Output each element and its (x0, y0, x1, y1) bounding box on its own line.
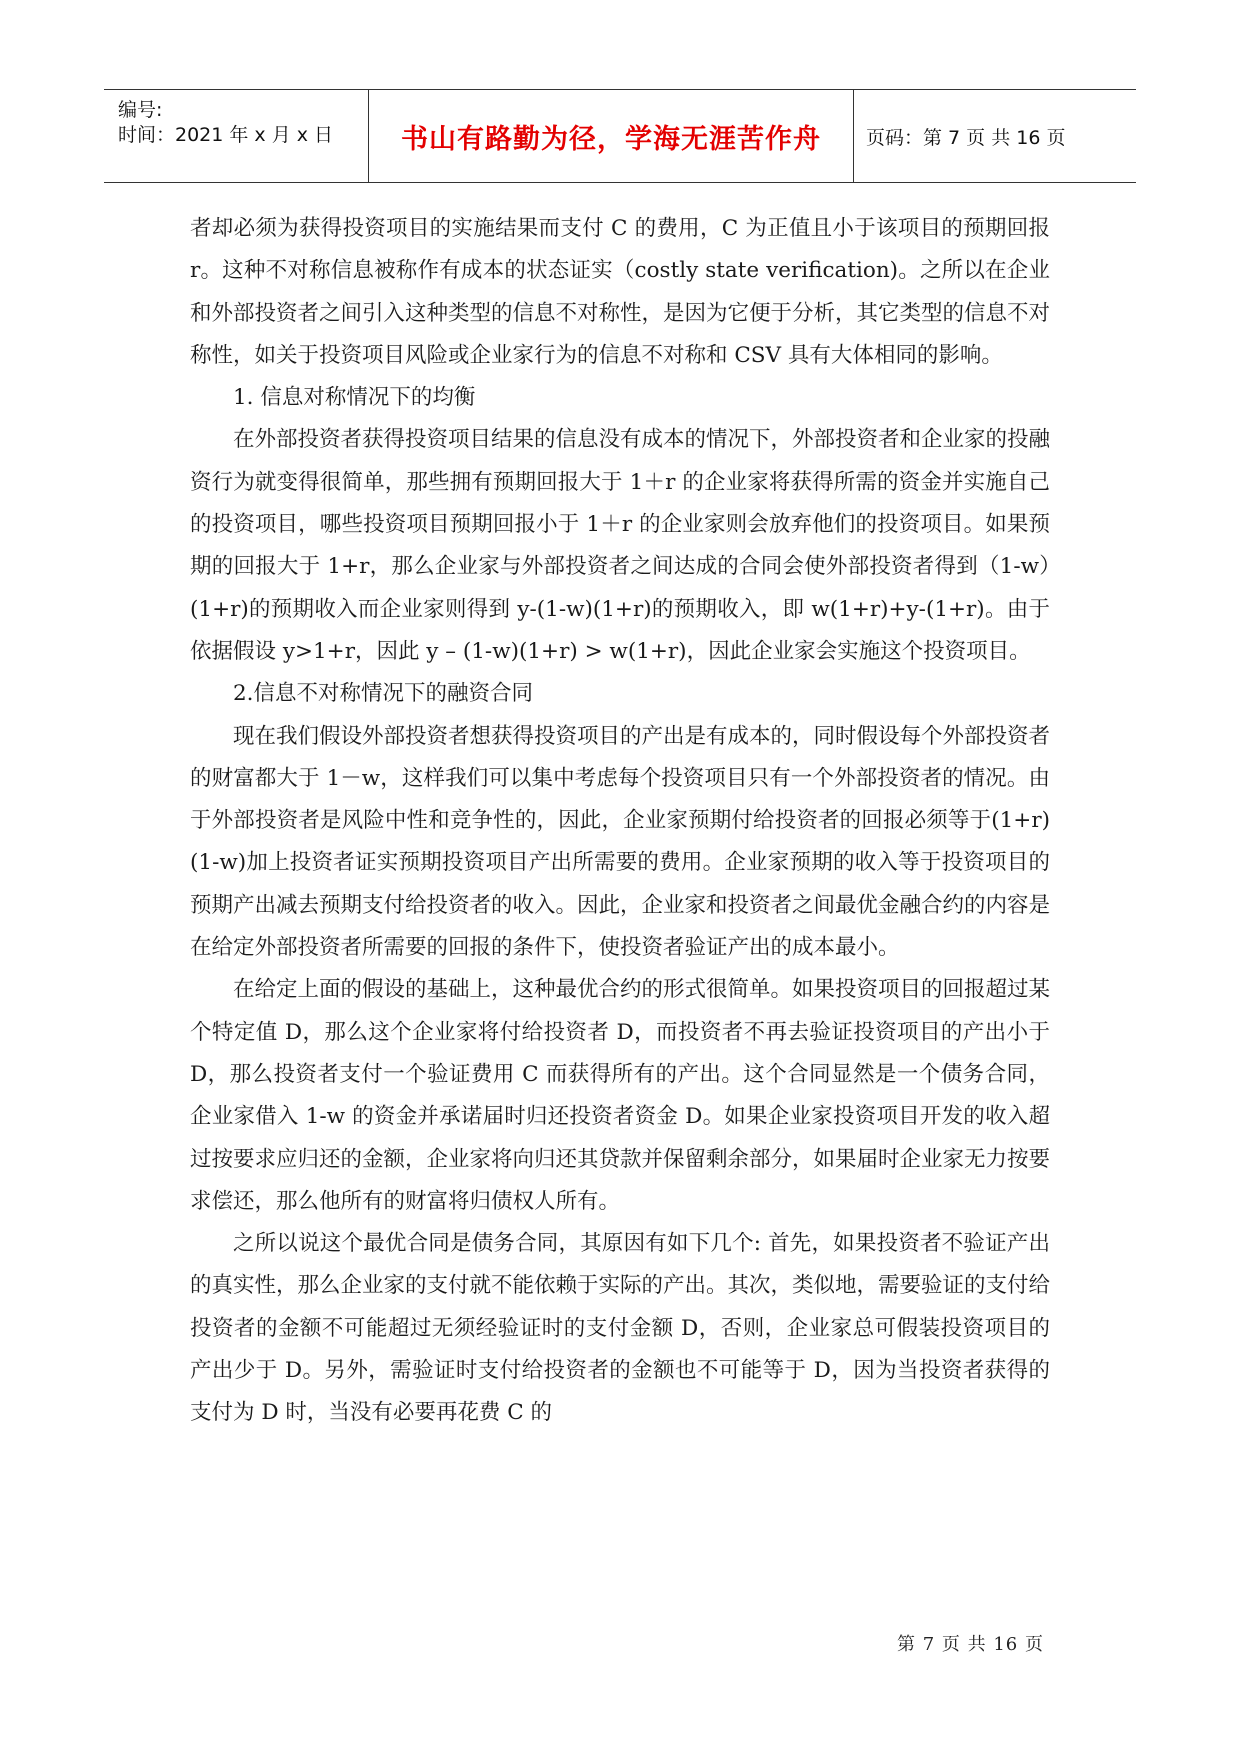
body-paragraph: 现在我们假设外部投资者想获得投资项目的产出是有成本的，同时假设每个外部投资者的财富都大于 1－w，这样我们可以集中考虑每个投资项目只有一个外部投资者的情况。由于外部投资者是风险中性和竞争性的，因此，企业家预期付给投资者的回报必须等于(1+r)(1-w)加上投资者证实预期投资项目产出所需要的费用。企业家预期的收入等于投资项目的预期产出减去预期支付给投资者的收入。因此，企业家和投资者之间最优金融合约的内容是在给定外部投资者所需要的回报的条件下，使投资者验证产出的成本最小。 (190, 723, 1051, 961)
section-heading: 2.信息不对称情况下的融资合同 (233, 681, 534, 707)
header-meta-cell (104, 90, 368, 182)
body-paragraph: 在外部投资者获得投资项目结果的信息没有成本的情况下，外部投资者和企业家的投融资行为就变得很简单，那些拥有预期回报大于 1＋r 的企业家将获得所需的资金并实施自己的投资项目，哪些投资项目预期回报小于 1＋r 的企业家则会放弃他们的投资项目。如果预期的回报大于 1+r，那么企业家与外部投资者之间达成的合同会使外部投资者得到（1-w）(1+r)的预期收入而企业家则得到 y-(1-w)(1+r)的预期收入，即 w(1+r)+y-(1+r)。由于依据假设 y>1+r，因此 y – (1-w)(1+r) > w(1+r)，因此企业家会实施这个投资项目。 (190, 427, 1051, 664)
document-date-label: 时间：2021 年 x 月 x 日 (118, 124, 334, 146)
page-footer: 第 7 页 共 16 页 (897, 1634, 1044, 1655)
document-header (104, 89, 1136, 183)
document-body (190, 208, 1050, 1435)
section-heading: 1. 信息对称情况下的均衡 (233, 385, 476, 411)
header-page-cell (852, 90, 1136, 182)
header-page-number: 页码：第 7 页 共 16 页 (866, 126, 1066, 149)
body-paragraph: 在给定上面的假设的基础上，这种最优合约的形式很简单。如果投资项目的回报超过某个特定值 D，那么这个企业家将付给投资者 D，而投资者不再去验证投资项目的产出小于 D，那么投资者支付一个验证费用 C 而获得所有的产出。这个合同显然是一个债务合同，企业家借入 1-w 的资金并承诺届时归还投资者资金 D。如果企业家投资项目开发的收入超过按要求应归还的金额，企业家将向归还其贷款并保留剩余部分，如果届时企业家无力按要求偿还，那么他所有的财富将归债权人所有。 (190, 977, 1051, 1214)
header-motto-cell (368, 90, 854, 182)
header-motto: 书山有路勤为径，学海无涯苦作舟 (401, 123, 821, 155)
document-number-label: 编号: (118, 99, 163, 121)
body-paragraph: 之所以说这个最优合同是债务合同，其原因有如下几个: 首先，如果投资者不验证产出的真实性，那么企业家的支付就不能依赖于实际的产出。其次，类似地，需要验证的支付给投资者的金额不可能超过无须经验证时的支付金额 D，否则，企业家总可假装投资项目的产出少于 D。另外，需验证时支付给投资者的金额也不可能等于 D，因为当投资者获得的支付为 D 时，当没有必要再花费 C 的 (190, 1231, 1051, 1426)
body-paragraph: 者却必须为获得投资项目的实施结果而支付 C 的费用，C 为正值且小于该项目的预期回报 r。这种不对称信息被称作有成本的状态证实（costly state verification)。之所以在企业和外部投资者之间引入这种类型的信息不对称性，是因为它便于分析，其它类型的信息不对称性，如关于投资项目风险或企业家行为的信息不对称和 CSV 具有大体相同的影响。 (190, 216, 1051, 368)
